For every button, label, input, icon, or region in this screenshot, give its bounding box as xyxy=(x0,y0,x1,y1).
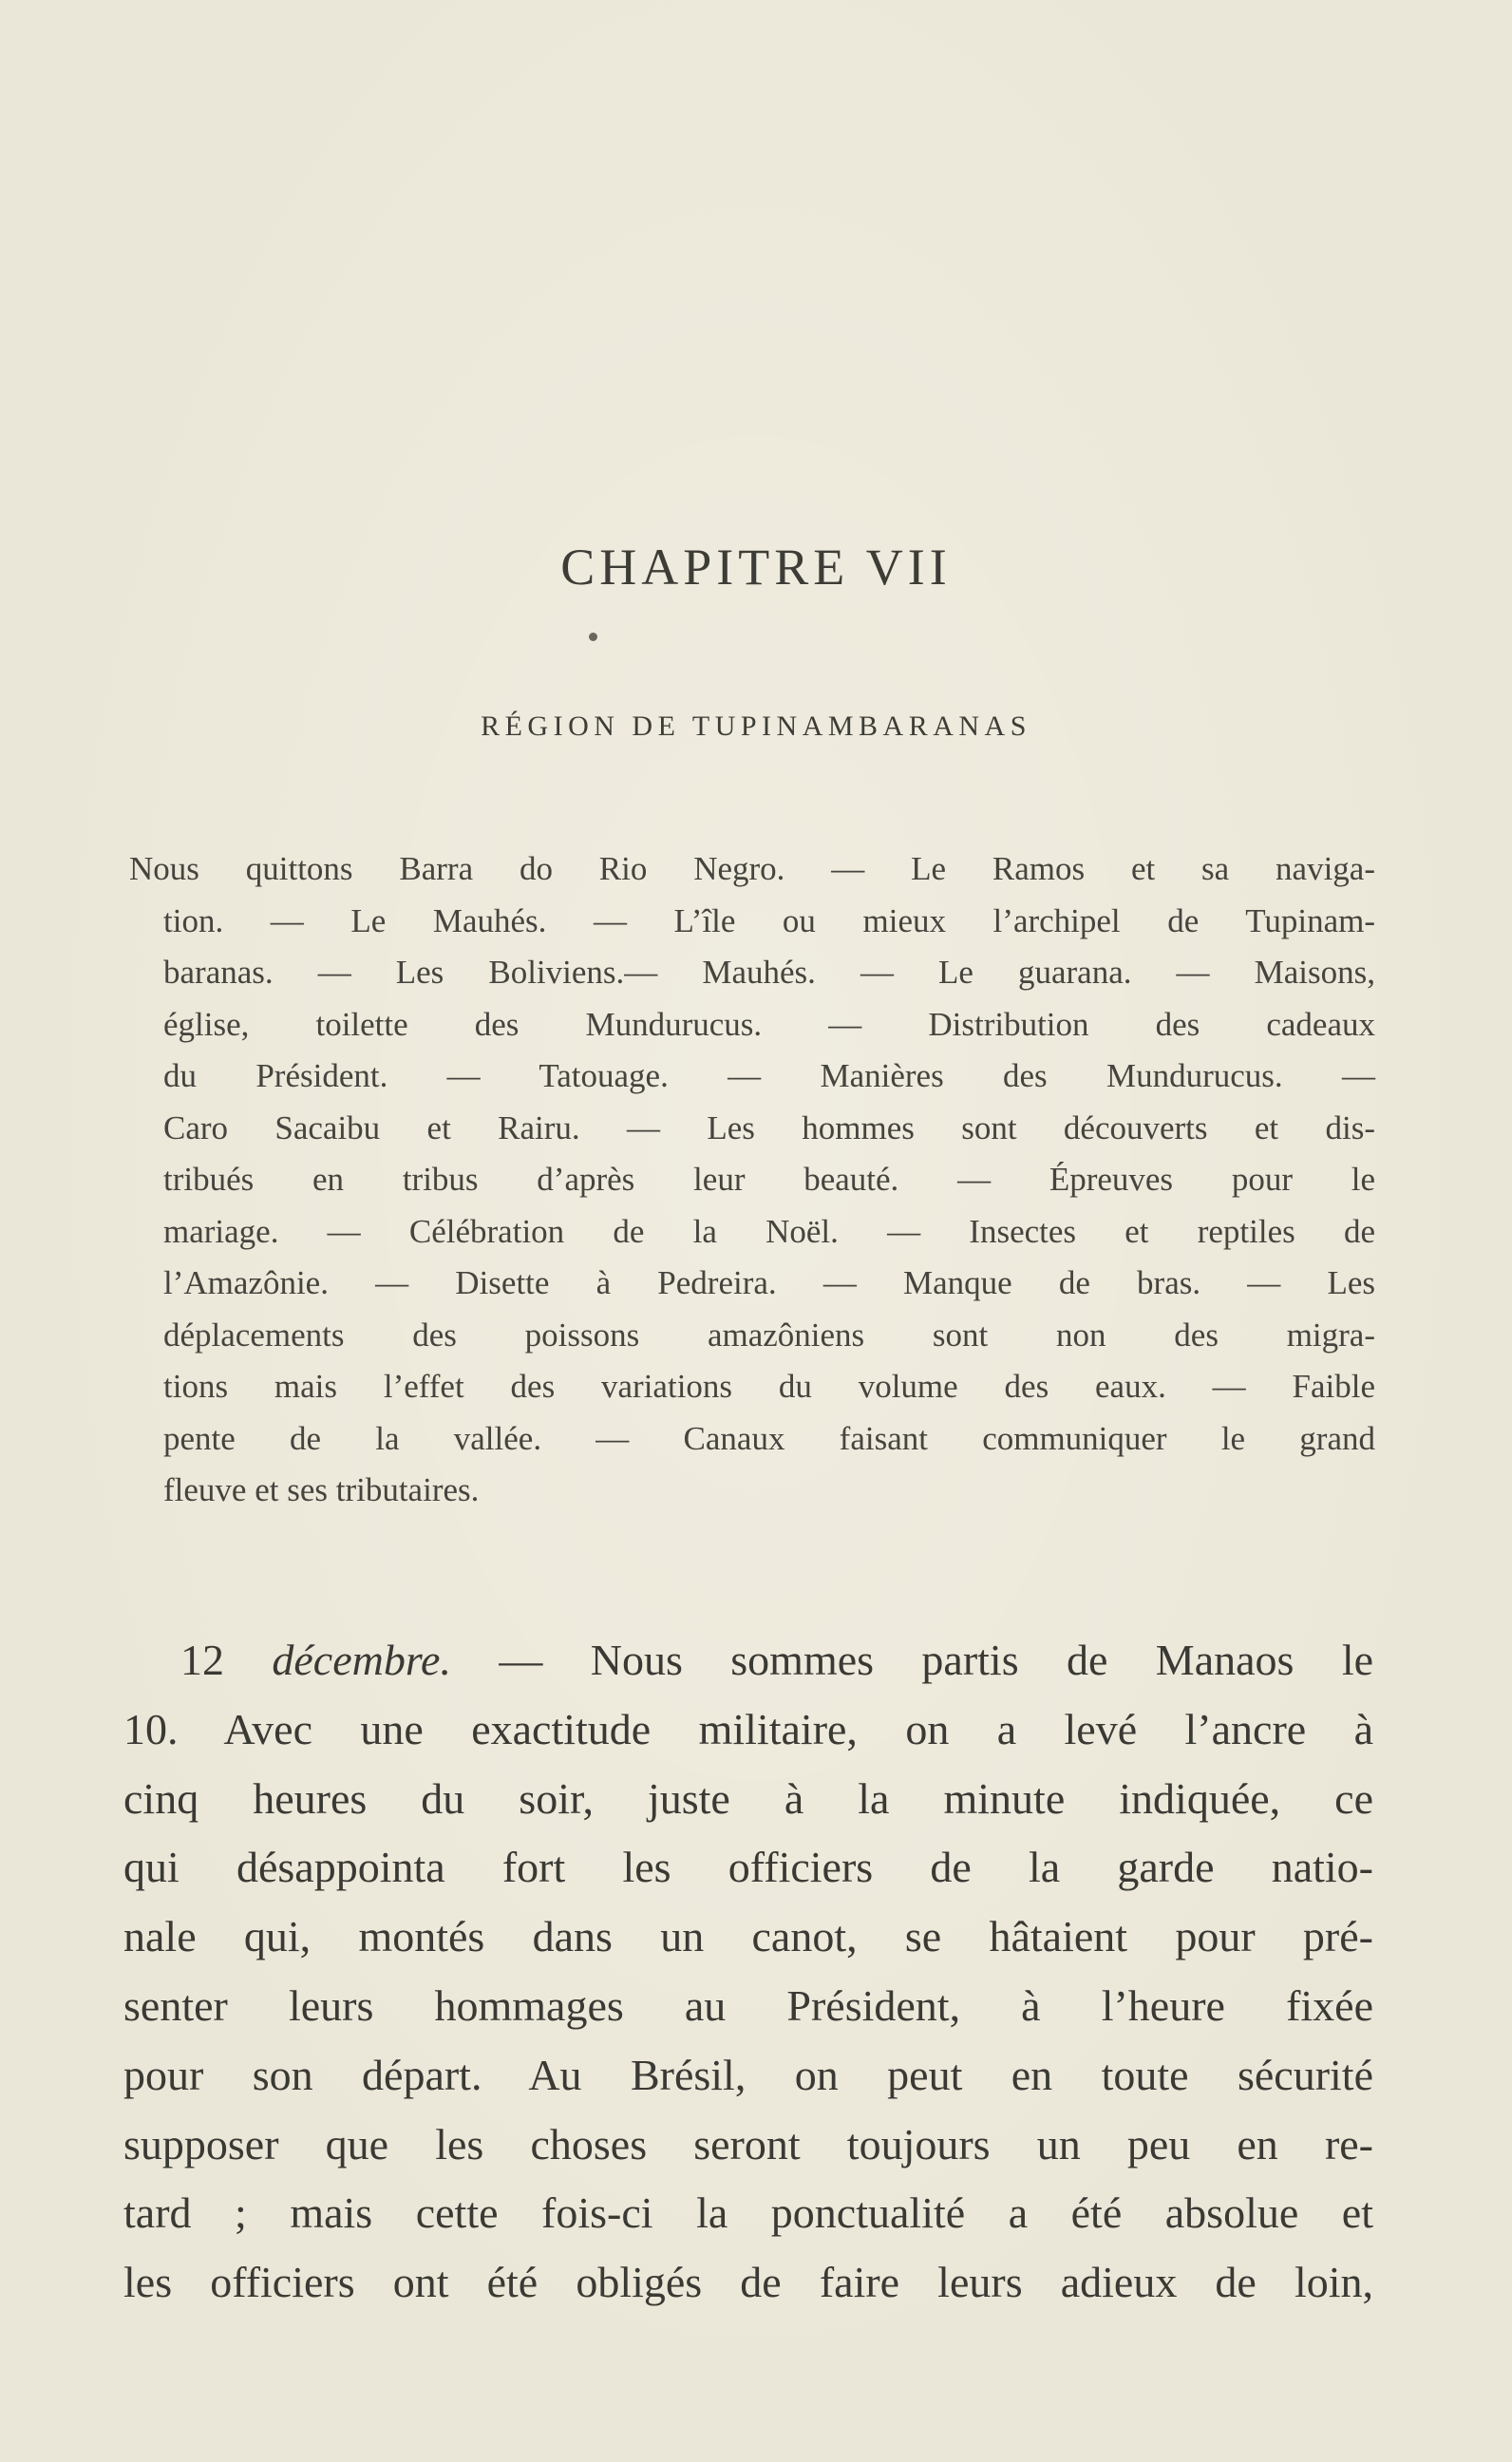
summary-line: église, toilette des Mundurucus. — Distribution des cadeaux xyxy=(163,1005,1375,1043)
chapter-subtitle: RÉGION DE TUPINAMBARANAS xyxy=(481,710,1031,742)
ornament-dot xyxy=(589,633,597,641)
date-number: 12 xyxy=(180,1636,224,1684)
body-line: cinq heures du soir, juste à la minute indiquée, ce xyxy=(123,1773,1373,1823)
summary-line: déplacements des poissons amazôniens sont non des migra- xyxy=(163,1316,1375,1354)
body-line: tard ; mais cette fois-ci la ponctualité a été absolue et xyxy=(123,2188,1373,2238)
body-line: nale qui, montés dans un canot, se hâtaient pour pré- xyxy=(123,1912,1373,1961)
summary-line: tions mais l’effet des variations du volume des eaux. — Faible xyxy=(163,1368,1375,1405)
summary-line: fleuve et ses tributaires. xyxy=(163,1471,480,1508)
first-line-text: — Nous sommes partis de Manaos le xyxy=(499,1636,1374,1684)
chapter-summary xyxy=(129,843,1375,1517)
summary-line: Nous quittons Barra do Rio Negro. — Le Ramos et sa naviga- xyxy=(129,850,1375,887)
summary-line: tribués en tribus d’après leur beauté. — Épreuves pour le xyxy=(163,1161,1375,1198)
body-paragraph xyxy=(123,1626,1373,2318)
chapter-title: CHAPITRE VII xyxy=(560,539,952,596)
summary-line: baranas. — Les Boliviens.— Mauhés. — Le guarana. — Maisons, xyxy=(163,954,1375,991)
summary-line: Caro Sacaibu et Rairu. — Les hommes sont découverts et dis- xyxy=(163,1108,1375,1146)
body-line: 10. Avec une exactitude militaire, on a levé l’ancre à xyxy=(123,1704,1373,1753)
body-first-line xyxy=(180,1626,1373,1695)
body-line: supposer que les choses seront toujours un peu en re- xyxy=(123,2119,1373,2168)
body-line: senter leurs hommages au Président, à l’heure fixée xyxy=(123,1980,1373,2030)
summary-line: tion. — Le Mauhés. — L’île ou mieux l’archipel de Tupinam- xyxy=(163,901,1375,939)
body-line: les officiers ont été obligés de faire leurs adieux de loin, xyxy=(123,2258,1373,2307)
body-line: pour son départ. Au Brésil, on peut en toute sécurité xyxy=(123,2050,1373,2099)
summary-line: pente de la vallée. — Canaux faisant communiquer le grand xyxy=(163,1419,1375,1457)
body-line: qui désappointa fort les officiers de la garde natio- xyxy=(123,1843,1373,1892)
summary-line: mariage. — Célébration de la Noël. — Insectes et reptiles de xyxy=(163,1212,1375,1250)
summary-line: du Président. — Tatouage. — Manières des Mundurucus. — xyxy=(163,1057,1375,1094)
date-word: décembre. xyxy=(272,1636,451,1684)
summary-line: l’Amazônie. — Disette à Pedreira. — Manque de bras. — Les xyxy=(163,1264,1375,1301)
